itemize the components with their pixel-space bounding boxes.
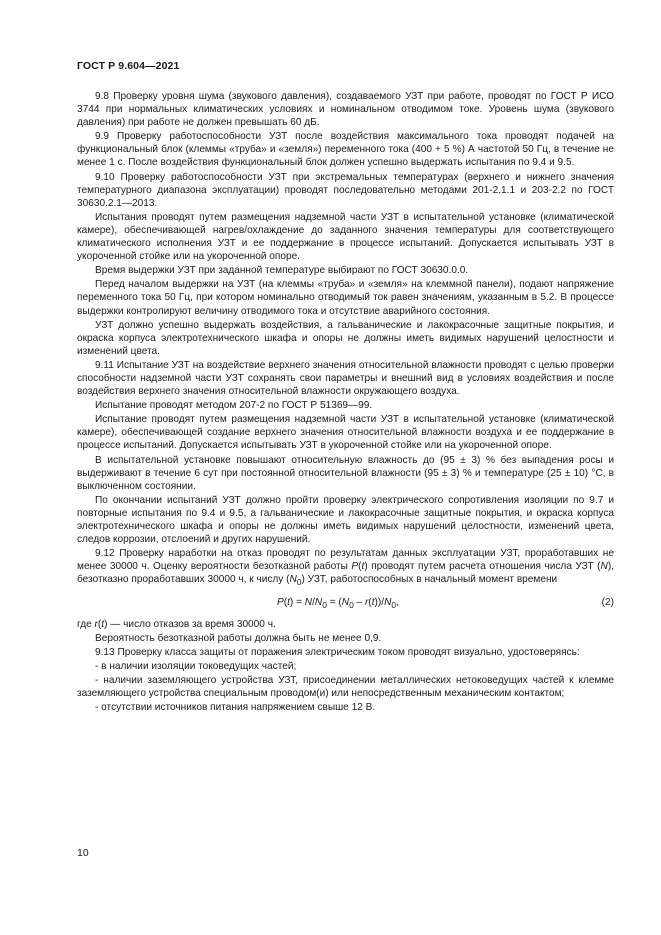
paragraph-coating-requirements: УЗТ должно успешно выдержать воздействия, а гальванические и лакокрасочные защитные покрытия, и окраска корпуса электротехнического шкафа и опоры не должны иметь видимых нарушений целостности и изменений цвета. [77,319,614,357]
paragraph-voltage-supply: Перед началом выдержки на УЗТ (на клеммы «труба» и «земля» на клеммной панели), подают напряжение переменного тока 50 Гц, при котором номинально отводимый ток равен значениям, указанным в 5.2. В процессе выдержки контролируют величину отводимого тока и отсутствие аварийного состояния. [77,279,614,317]
paragraph-reliability-threshold: Вероятность безотказной работы должна быть не менее 0,9. [95,632,382,644]
list-item-insulation: - в наличии изоляции токоведущих частей; [95,660,297,672]
formula-explanation: где r(t) — число отказов за время 30000 ч. [77,618,276,630]
list-item-grounding: - наличии заземляющего устройства УЗТ, присоединении металлических нетоковедущих частей к клемме заземляющего устройства специальным проводом(и) или непосредственным механическим контактом; [77,674,614,700]
paragraph-9-8: 9.8 Проверку уровня шума (звукового давления), создаваемого УЗТ при работе, проводят по ГОСТ Р ИСО 3744 при нормальных климатических условиях и номинальном отводимом токе. Уровень шума (звукового давления) при работе не должен превышать 60 дБ. [77,91,614,129]
paragraph-holding-time: Время выдержки УЗТ при заданной температуре выбирают по ГОСТ 30630.0.0. [95,265,469,277]
formula-row [77,596,614,609]
list-item-power-sources: - отсутствии источников питания напряжением свыше 12 В. [95,702,376,714]
document-header: ГОСТ Р 9.604—2021 [77,60,180,72]
paragraph-humidity-conditions: В испытательной установке повышают относительную влажность до (95 ± 3) % без выпадения росы и выдерживают в течение 6 сут при постоянной относительной влажности (95 ± 3) % и температуре (25 ± 10) °С, в выключенном состоянии. [77,454,614,492]
paragraph-9-13: 9.13 Проверку класса защиты от поражения электрическим током проводят визуально, удостоверяясь: [95,646,580,658]
paragraph-9-12: 9.12 Проверку наработки на отказ проводят по результатам данных эксплуатации УЗТ, проработавших не менее 30000 ч. Оценку вероятности безотказной работы P(t) проводят путем расчета отношения числа УЗТ (N), безотказно проработавших 30000 ч, к числу $(N_0)$ УЗТ, работоспособных в начальный момент времени [77,548,614,588]
document-body [77,90,614,715]
paragraph-climate-chamber: Испытания проводят путем размещения надземной части УЗТ в испытательной установке (климатической камере), обеспечивающей нагрев/охлаждение до заданного значения температуры для соответствующего климатического исполнения УЗТ и ее поддержание в процессе испытаний. Допускается испытывать УЗТ в укороченной стойке или на укороченной опоре. [77,211,614,263]
formula-number: (2) [601,597,614,609]
paragraph-post-test-checks: По окончании испытаний УЗТ должно пройти проверку электрического сопротивления изоляции по 9.7 и повторные испытания по 9.4 и 9.5, а гальванические и лакокрасочные защитные покрытия, и окраска корпуса электротехнического шкафа и опоры не должны иметь видимых нарушений целостности, изменений цвета, следов коррозии, отслоений и других нарушений. [77,494,614,546]
paragraph-method-207-2: Испытание проводят методом 207-2 по ГОСТ Р 51369—99. [95,400,373,412]
paragraph-9-11: 9.11 Испытание УЗТ на воздействие верхнего значения относительной влажности проводят с целью проверки способности надземной части УЗТ сохранять свои параметры и внешний вид в условиях воздействия и после воздействия верхнего значения относительной влажности окружающего воздуха. [77,359,614,398]
paragraph-9-9: 9.9 Проверку работоспособности УЗТ после воздействия максимального тока проводят подачей на функциональный блок (клеммы «труба» и «земля») переменного тока (400 + 5 %) А частотой 50 Гц, в течение не менее 1 с. После воздействия функциональный блок должен успешно выдержать испытания по 9.4 и 9.5. [77,131,614,169]
page-number: 10 [77,847,89,859]
paragraph-9-10: 9.10 Проверку работоспособности УЗТ при экстремальных температурах (верхнего и нижнего значения температурного диапазона эксплуатации) проводят последовательно методами 201-2.1.1 и 203-2.2 по ГОСТ 30630.2.1—2013. [77,171,614,209]
paragraph-humidity-chamber: Испытание проводят путем размещения надземной части УЗТ в испытательной установке (климатической камере), обеспечивающей создание верхнего значения относительной влажности воздуха и ее поддержание в процессе испытаний. Допускается испытывать УЗТ в укороченной стойке или на укороченной опоре. [77,414,614,452]
reliability-formula: $P(t) = N/N_0 = (N_0 - r(t))/N_0$, [277,597,399,611]
